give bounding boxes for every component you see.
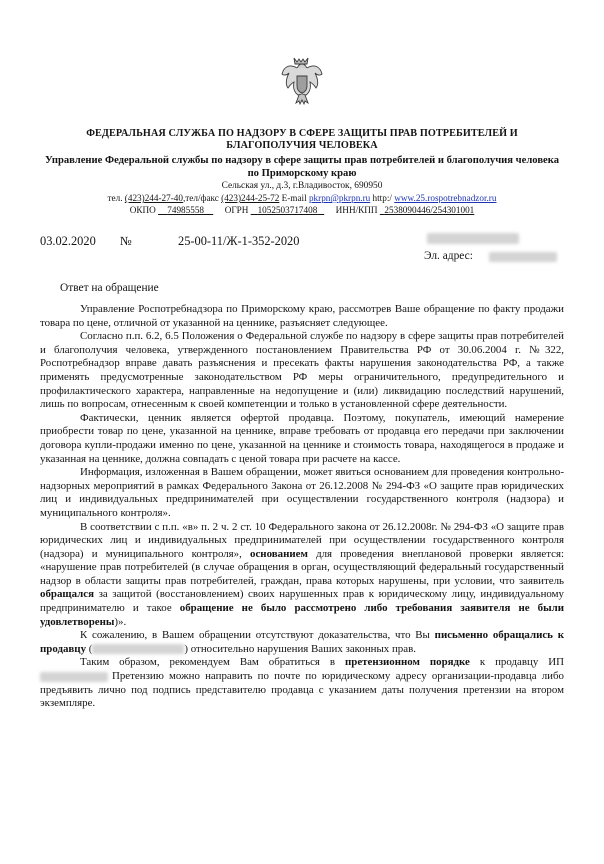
email-link[interactable]: pkrpn@pkrpn.ru	[308, 193, 371, 203]
coat-of-arms-icon	[280, 54, 324, 108]
reg-number: 25-00-11/Ж-1-352-2020	[178, 234, 300, 248]
paragraph-1: Управление Роспотребнадзора по Приморскому краю, рассмотрев Ваше обращение по факту продажи товара по цене, отличной от указанной на ценнике, разъясняет следующее.	[40, 303, 564, 329]
redacted-recipient-name	[427, 233, 519, 244]
office-address: Сельская ул., д.3, г.Владивосток, 690950	[221, 181, 383, 191]
ogrn-value: 1052503717408	[257, 205, 318, 215]
tel-label: тел.	[107, 193, 123, 203]
paragraph-4: Информация, изложенная в Вашем обращении, может явиться основанием для проведения контрольно-надзорных мероприятий в рамках Федерального Закона от 26.12.2008 № 294-ФЗ «О защите прав юридических лиц и индивидуальных предпринимателей при осуществлении государственного контроля (надзора) и муниципального контроля».	[40, 466, 564, 519]
inn-label: ИНН/КПП	[335, 205, 378, 215]
email-label: E-mail	[281, 193, 307, 203]
okpo-label: ОКПО	[129, 205, 156, 215]
regional-office-name: Управление Федеральной службы по надзору в сфере защиты прав потребителей и благополучия человека по Приморскому краю	[44, 155, 559, 179]
paragraph-5: В соответствии с п.п. «в» п. 2 ч. 2 ст. 10 Федерального закона от 26.12.2008г. № 294-ФЗ «О защите прав юридических лиц и индивидуальных предпринимателей при осуществлении государственного контроля (надзора) и муниципального контроля», основанием для проведения внеплановой проверки является: «нарушение прав потребителей (в случае обращения в орган, осуществляющий федеральный государственный надзор в области защиты прав потребителей, граждан, права которых нарушены, при условии, что заявитель обращался за защитой (восстановлением) своих нарушенных прав к юридическому лицу, индивидуальному предпринимателю и такое обращение не было рассмотрено либо требования заявителя не были удовлетворены)».	[40, 520, 564, 628]
paragraph-3: Фактически, ценник является офертой продавца. Поэтому, покупатель, имеющий намерение приобрести товар по цене, указанной на ценнике, вправе требовать от продавца его передачи при заключении договора купли-продажи именно по цене, указанной на ценнике и стоимость товара, находящегося в продаже и указанная на ценнике, должна совпадать с ценой товара при расчете на кассе.	[40, 411, 564, 465]
recipient-email-label: Эл. адрес:	[424, 250, 473, 262]
registry-ids-line	[40, 205, 564, 216]
fax-number: (423)244-25-72	[221, 193, 280, 203]
tel-number: (423)244-27-40	[124, 193, 183, 203]
letter-body	[40, 303, 564, 711]
redacted-entrepreneur-name	[40, 672, 108, 682]
website-link[interactable]: www.25.rospotrebnadzor.ru	[394, 193, 497, 203]
org-name: ФЕДЕРАЛЬНАЯ СЛУЖБА ПО НАДЗОРУ В СФЕРЕ ЗАЩИТЫ ПРАВ ПОТРЕБИТЕЛЕЙ И БЛАГОПОЛУЧИЯ ЧЕЛОВЕКА	[86, 128, 518, 151]
letter-subject: Ответ на обращение	[60, 282, 159, 294]
paragraph-6: К сожалению, в Вашем обращении отсутствуют доказательства, что Вы письменно обращались к продавцу ( ) относительно нарушения Ваших законных прав.	[40, 629, 564, 655]
reg-date: 03.02.2020	[40, 234, 96, 248]
reg-number-sign: №	[120, 234, 132, 248]
contacts-line	[40, 193, 564, 204]
paragraph-2: Согласно п.п. 6.2, 6.5 Положения о Федеральной службе по надзору в сфере защиты прав потребителей и благополучия человека, утвержденного постановлением Правительства РФ от 30.06.2004 г. №322, Роспотребнадзор вправе давать разъяснения и пресекать факты нарушения законодательства РФ, а также применять предусмотренные законодательством РФ меры ограничительного, предупредительного и профилактического характера, направленные на недопущение и (или) ликвидацию последствий нарушений, лишь по вопросам, отнесенным к своей компетенции и только в установленной сфере деятельности.	[40, 330, 564, 411]
paragraph-7: Таким образом, рекомендуем Вам обратиться в претензионном порядке к продавцу ИП Претензию можно направить по почте по юридическому адресу организации-продавца либо предъявить лично под подпись представителю продавца с указанием даты получения претензии на втором экземпляре.	[40, 656, 564, 710]
ogrn-label: ОГРН	[224, 205, 249, 215]
web-label: http:/	[372, 193, 392, 203]
inn-kpp-value: 2538090446/254301001	[384, 205, 475, 215]
redacted-seller-name	[92, 644, 184, 654]
redacted-recipient-email	[489, 252, 557, 262]
okpo-value: 74985558	[167, 205, 205, 215]
fax-label: ,тел/факс	[182, 193, 219, 203]
